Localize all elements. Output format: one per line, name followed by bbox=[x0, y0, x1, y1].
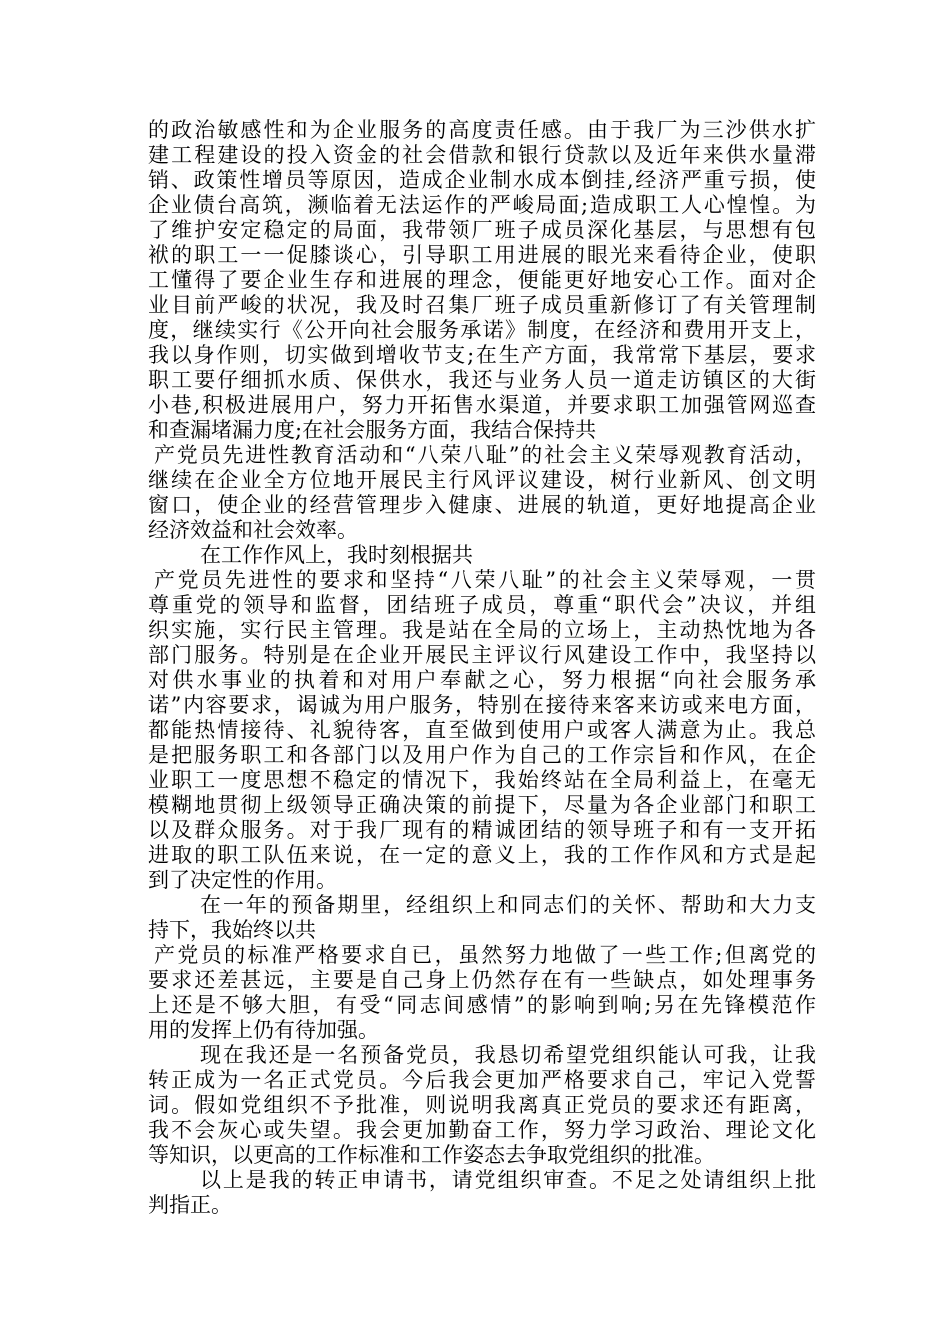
text-line: 要求还差甚远，主要是自己身上仍然存在有一些缺点，如处理事务 bbox=[148, 968, 816, 992]
text-line: 以上是我的转正申请书，请党组织审查。不足之处请组织上批 bbox=[200, 1168, 816, 1192]
paragraph-7 bbox=[148, 1043, 816, 1168]
text-line: 我以身作则，切实做到增收节支;在生产方面，我常常下基层，要求 bbox=[148, 343, 816, 367]
text-line: 持下，我始终以共 bbox=[148, 918, 316, 942]
paragraph-6 bbox=[148, 943, 816, 1043]
text-line: 企业债台高筑，濒临着无法运作的严峻局面;造成职工人心惶惶。为 bbox=[148, 193, 816, 217]
text-line: 进取的职工队伍来说，在一定的意义上，我的工作作风和方式是起 bbox=[148, 843, 816, 867]
text-line: 业职工一度思想不稳定的情况下，我始终站在全局利益上，在毫无 bbox=[148, 768, 816, 792]
text-line: 模糊地贯彻上级领导正确决策的前提下，尽量为各企业部门和职工 bbox=[148, 793, 816, 817]
text-line: 我不会灰心或失望。我会更加勤奋工作，努力学习政治、理论文化 bbox=[148, 1118, 816, 1142]
text-line: 尊重党的领导和监督，团结班子成员，尊重“职代会”决议，并组 bbox=[148, 593, 816, 617]
text-line: 上还是不够大胆，有受“同志间感情”的影响到响;另在先锋模范作 bbox=[148, 993, 816, 1017]
text-line: 部门服务。特别是在企业开展民主评议行风建设工作中，我坚持以 bbox=[148, 643, 816, 667]
paragraph-5 bbox=[148, 893, 816, 943]
text-line: 诺”内容要求，谒诚为用户服务，特别在接待来客来访或来电方面， bbox=[148, 693, 816, 717]
text-line: 都能热情接待、礼貌待客，直至做到使用户或客人满意为止。我总 bbox=[148, 718, 816, 742]
text-line: 工懂得了要企业生存和进展的理念，便能更好地安心工作。面对企 bbox=[148, 268, 816, 292]
text-line: 销、政策性增员等原因，造成企业制水成本倒挂,经济严重亏损，使 bbox=[148, 168, 816, 192]
text-line: 织实施，实行民主管理。我是站在全局的立场上，主动热忱地为各 bbox=[148, 618, 816, 642]
text-line: 产党员先进性教育活动和“八荣八耻”的社会主义荣辱观教育活动， bbox=[154, 443, 816, 467]
text-line: 继续在企业全方位地开展民主行风评议建设，树行业新风、创文明 bbox=[148, 468, 816, 492]
text-line: 袱的职工一一促膝谈心，引导职工用进展的眼光来看待企业，使职 bbox=[148, 243, 816, 267]
text-line: 转正成为一名正式党员。今后我会更加严格要求自己，牢记入党誓 bbox=[148, 1068, 816, 1092]
text-line: 建工程建设的投入资金的社会借款和银行贷款以及近年来供水量滞 bbox=[148, 143, 816, 167]
text-line: 和查漏堵漏力度;在社会服务方面，我结合保持共 bbox=[148, 418, 597, 442]
text-line: 窗口，使企业的经营管理步入健康、进展的轨道，更好地提高企业 bbox=[148, 493, 816, 517]
text-line: 在一年的预备期里，经组织上和同志们的关怀、帮助和大力支 bbox=[200, 893, 816, 917]
text-line: 到了决定性的作用。 bbox=[148, 868, 337, 892]
paragraph-3 bbox=[148, 543, 816, 568]
paragraph-8 bbox=[148, 1168, 816, 1218]
document-body bbox=[148, 118, 816, 1218]
text-line: 用的发挥上仍有待加强。 bbox=[148, 1018, 379, 1042]
text-line: 判指正。 bbox=[148, 1193, 232, 1217]
text-line: 对供水事业的执着和对用户奉献之心，努力根据“向社会服务承 bbox=[148, 668, 816, 692]
text-line: 经济效益和社会效率。 bbox=[148, 518, 358, 542]
paragraph-4 bbox=[148, 568, 816, 893]
text-line: 等知识，以更高的工作标准和工作姿态去争取党组织的批准。 bbox=[148, 1143, 715, 1167]
text-line: 了维护安定稳定的局面，我带领厂班子成员深化基层，与思想有包 bbox=[148, 218, 816, 242]
text-line: 以及群众服务。对于我厂现有的精诚团结的领导班子和有一支开拓 bbox=[148, 818, 816, 842]
paragraph-1 bbox=[148, 118, 816, 443]
text-line: 小巷,积极进展用户，努力开拓售水渠道，并要求职工加强管网巡查 bbox=[148, 393, 816, 417]
text-line: 业目前严峻的状况，我及时召集厂班子成员重新修订了有关管理制 bbox=[148, 293, 816, 317]
text-line: 词。假如党组织不予批准，则说明我离真正党员的要求还有距离， bbox=[148, 1093, 816, 1117]
text-line: 职工要仔细抓水质、保供水，我还与业务人员一道走访镇区的大街 bbox=[148, 368, 816, 392]
paragraph-2 bbox=[148, 443, 816, 543]
text-line: 是把服务职工和各部门以及用户作为自己的工作宗旨和作风，在企 bbox=[148, 743, 816, 767]
text-line: 产党员的标准严格要求自已，虽然努力地做了一些工作;但离党的 bbox=[154, 943, 816, 967]
text-line: 现在我还是一名预备党员，我恳切希望党组织能认可我，让我 bbox=[200, 1043, 816, 1067]
text-line: 度，继续实行《公开向社会服务承诺》制度，在经济和费用开支上， bbox=[148, 318, 816, 342]
text-line: 产党员先进性的要求和坚持“八荣八耻”的社会主义荣辱观，一贯 bbox=[154, 568, 816, 592]
text-line: 在工作作风上，我时刻根据共 bbox=[200, 543, 473, 567]
text-line: 的政治敏感性和为企业服务的高度责任感。由于我厂为三沙供水扩 bbox=[148, 118, 816, 142]
